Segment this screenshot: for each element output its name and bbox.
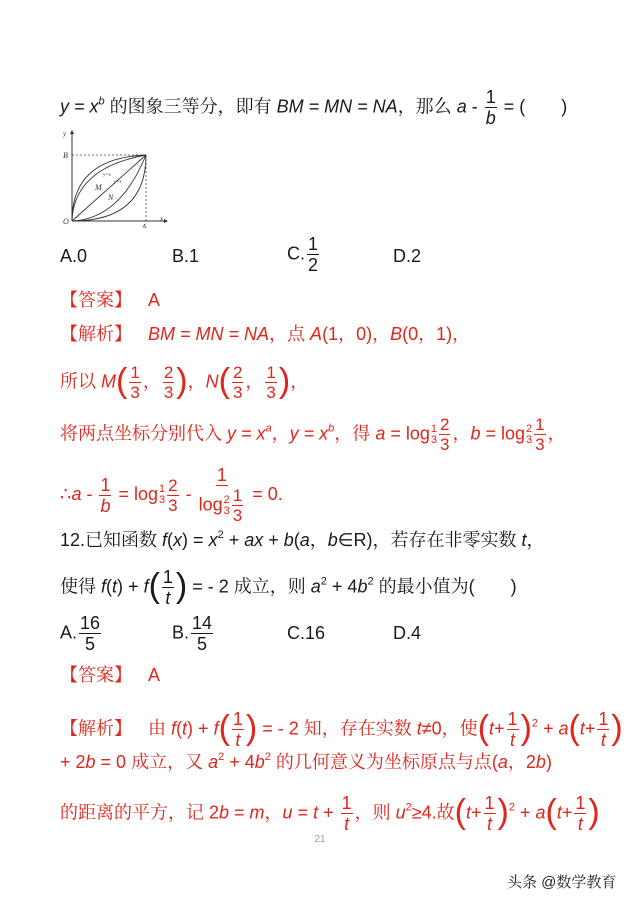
exp: 2 [508, 801, 515, 814]
label-B: B [63, 151, 68, 160]
text: ∈R)，若存在非零实数 [337, 530, 522, 550]
q12-option-c [287, 621, 325, 645]
numerator: 1 [484, 793, 495, 813]
answer-value: A [148, 665, 161, 685]
text: 的图象三等分，即有 [104, 96, 277, 117]
equal-segments: BM = MN = NA [276, 96, 398, 117]
text: + 2 [60, 752, 86, 772]
q12-answer [60, 663, 160, 687]
q12-analysis-line1: 【解析】 由 f(t) + f( $\frac{1}{t}$ ) = - 2 知，存在实数 t≠0，使(t+ $\frac{1}{t}$ )$^2$ + a(t+ $\frac{1}{t}$ ) [60, 708, 623, 750]
point-n: N [205, 371, 219, 392]
var: a [535, 802, 546, 823]
text: ， [526, 530, 545, 550]
text: ，得 [334, 423, 376, 444]
paren-open: ( [116, 361, 128, 400]
paren-close: ) [175, 566, 188, 605]
var: t [182, 718, 188, 739]
q11-stem-line [60, 88, 567, 127]
var: a [71, 483, 82, 504]
var: t [556, 802, 562, 823]
numerator: 1 [575, 793, 586, 813]
fraction [484, 794, 496, 833]
text: + [538, 718, 559, 739]
option-text: B. [172, 622, 190, 643]
label-y: y [63, 130, 67, 138]
fraction [232, 710, 244, 749]
denominator: t [235, 730, 241, 750]
fraction [232, 487, 243, 524]
var: u [395, 802, 406, 823]
eq-x: = x [69, 96, 99, 117]
var: a [497, 752, 508, 772]
paren-close: ) [588, 792, 600, 831]
text: + [318, 802, 339, 823]
text: ， [271, 423, 290, 444]
minus: - [180, 483, 197, 504]
label-x: x [160, 215, 164, 223]
base-num: 1 [159, 483, 166, 495]
base-den: 3 [526, 433, 533, 446]
option-text: C. [287, 243, 305, 264]
q11-analysis-line2: 所以 M( $\frac{1}{3}$ ， $\frac{2}{3}$ )，N( $\frac{2}{3}$ ， $\frac{1}{3}$ )， [60, 361, 309, 402]
answer-tag: 【答案】 [60, 665, 132, 685]
text: ， [264, 802, 283, 823]
base-den: 3 [223, 504, 230, 517]
var: t [489, 718, 495, 739]
paren-open: ( [568, 708, 580, 747]
var: a [208, 752, 219, 772]
x-arrow-icon [164, 219, 168, 223]
numerator: 1 [162, 567, 173, 587]
power-function-graph [60, 128, 170, 228]
text: ， [452, 423, 471, 444]
minus: - [81, 483, 98, 504]
numerator: 1 [341, 793, 352, 813]
numerator: 2 [168, 475, 178, 495]
fraction [341, 794, 353, 833]
var: u [282, 802, 293, 823]
point-m: M [101, 371, 117, 392]
text: ≥4.故 [411, 802, 455, 823]
var: t [466, 802, 472, 823]
denominator: 3 [440, 435, 450, 454]
denominator: t [165, 588, 171, 608]
line-y-eq-x [72, 155, 146, 221]
var: a [375, 423, 386, 444]
q12-analysis-line2 [60, 750, 552, 774]
exp: 2 [217, 529, 224, 541]
eq: y = x [227, 423, 266, 444]
log-base-frac [526, 424, 532, 446]
eq: y = x [289, 423, 329, 444]
q11-analysis-line1 [60, 322, 470, 346]
fraction [79, 614, 101, 653]
q12-stem-line1 [60, 528, 544, 552]
log: = log [385, 423, 430, 444]
text: 由 [148, 718, 172, 739]
denominator: b [100, 495, 111, 516]
denominator: 3 [168, 495, 178, 515]
denominator: t [487, 814, 493, 834]
option-text: B.1 [172, 246, 200, 266]
var: x [173, 530, 183, 550]
q11-option-d [393, 244, 421, 268]
denominator-log [199, 486, 246, 524]
denominator: b [485, 108, 496, 128]
numerator: 1 [100, 474, 111, 495]
point-b: B [390, 324, 403, 344]
log: = log [480, 423, 526, 444]
exp: 2 [531, 717, 539, 730]
text: = - 2 知，存在实数 [257, 718, 417, 739]
option-text: C.16 [287, 623, 326, 643]
numerator: 1 [232, 709, 243, 729]
base-num: 2 [223, 493, 230, 506]
paren-close: ) [611, 708, 623, 747]
base-den: 3 [430, 433, 437, 446]
var: b [327, 530, 338, 550]
text: ) + [187, 718, 214, 739]
text: + [515, 802, 536, 823]
var: m [249, 802, 265, 823]
label-N: N [108, 193, 114, 202]
fraction [265, 364, 276, 401]
var: f [213, 718, 219, 739]
exp: 2 [367, 575, 374, 588]
text: ( [106, 576, 113, 597]
log-base-frac [431, 424, 437, 446]
fraction [439, 416, 450, 453]
numerator: 16 [80, 613, 101, 633]
option-text: D.2 [393, 246, 422, 266]
paren-open: ( [454, 792, 466, 831]
var: t [313, 802, 319, 823]
text: ) [545, 752, 552, 772]
var: f [162, 530, 168, 550]
fraction [232, 364, 243, 401]
fraction [163, 364, 174, 401]
numerator: 1 [507, 709, 518, 729]
var: b [85, 752, 96, 772]
numerator: 2 [232, 363, 243, 382]
fraction [167, 477, 178, 514]
var: b [357, 576, 368, 597]
fraction [534, 416, 545, 453]
option-text: D.4 [393, 623, 422, 643]
page-number: 21 [314, 834, 326, 845]
numerator: 1 [535, 415, 545, 434]
text: = [292, 802, 314, 823]
q11-option-a [60, 244, 87, 268]
option-text: A.0 [60, 246, 88, 266]
var: t [521, 530, 527, 550]
analysis-tag: 【解析】 [60, 718, 132, 739]
text: ) + [117, 576, 144, 597]
fraction [99, 476, 111, 515]
var: t [579, 718, 585, 739]
var: x [208, 530, 218, 550]
text: 12.已知函数 [60, 530, 163, 550]
log-base-frac [159, 484, 165, 506]
exp: 2 [320, 575, 327, 588]
text: 的距离的平方，记 2 [60, 802, 220, 823]
q12-option-a [60, 614, 103, 653]
exp-b: b [98, 95, 105, 108]
var: f [171, 718, 177, 739]
var: b [535, 752, 546, 772]
denominator: 2 [308, 255, 319, 275]
result: = 0. [247, 483, 283, 504]
denominator: t [344, 814, 350, 834]
var: t [112, 576, 118, 597]
text: ) = [182, 530, 209, 550]
log-base-frac [224, 495, 230, 517]
numerator: 1 [266, 363, 276, 382]
option-text: A. [60, 622, 78, 643]
base-num: 2 [526, 422, 533, 435]
denominator: 3 [163, 383, 174, 402]
text: = 0 成立，又 [95, 752, 209, 772]
denominator: 5 [197, 634, 208, 654]
answer-blank: = ( ) [498, 96, 568, 117]
var: b [254, 752, 265, 772]
var: b [283, 530, 294, 550]
text: ( [293, 530, 300, 550]
base-den: 3 [159, 494, 166, 506]
paren-open: ( [218, 708, 230, 747]
q12-analysis-line3: 的距离的平方，记 2b = m，u = t + $\frac{1}{t}$ ，则 $u^2\ge 4$.故(t+ $\frac{1}{t}$ )$^2$ + a(t+ $\frac{1}{t}$ ) [60, 792, 600, 834]
numerator: 2 [163, 363, 174, 382]
numerator: 1 [485, 87, 496, 107]
text: ≠0，使 [421, 718, 478, 739]
denominator: 3 [130, 383, 140, 402]
q12-option-b [172, 614, 215, 653]
fraction [574, 794, 586, 833]
fraction [129, 364, 140, 401]
fraction [307, 235, 319, 274]
label-M: M [95, 183, 102, 192]
numerator: 2 [440, 415, 450, 434]
denominator: 5 [85, 634, 96, 654]
text: BM = MN = NA [148, 324, 270, 344]
var: f [101, 576, 107, 597]
fraction-1-over-b [485, 88, 497, 127]
exp: b [328, 422, 335, 435]
text: 将两点坐标分别代入 [60, 423, 228, 444]
label-curve1: y=x [103, 173, 111, 178]
text: 使得 [60, 576, 102, 597]
text: ，2 [507, 752, 536, 772]
text: (1，0)， [322, 324, 391, 344]
minus: - [466, 96, 483, 117]
label-curve2: y=x [114, 180, 122, 185]
var: ax [244, 530, 264, 550]
log: = log [113, 483, 159, 504]
exp: 2 [218, 751, 225, 763]
text: 的最小值为( ) [373, 576, 517, 597]
var: a [558, 718, 569, 739]
paren-open: ( [477, 708, 490, 747]
point-a: A [310, 324, 323, 344]
text: ， [309, 530, 328, 550]
paren-open: ( [545, 792, 557, 831]
text: ( [176, 718, 183, 739]
fraction [507, 710, 519, 749]
exp: 2 [264, 751, 271, 763]
q11-analysis-line3 [60, 416, 566, 453]
paren-close: ) [278, 361, 291, 400]
paren-close: ) [176, 361, 188, 400]
var: f [143, 576, 149, 597]
text: ，那么 [397, 96, 457, 117]
fraction-1-over-t [162, 568, 174, 607]
denominator: 3 [535, 435, 545, 454]
label-O: O [63, 217, 69, 226]
text: + [223, 530, 245, 550]
paren-open: ( [218, 361, 230, 400]
base-num: 1 [430, 422, 437, 435]
log: log [198, 494, 223, 515]
text: = - 2 成立，则 [187, 576, 311, 597]
numerator: 1 [130, 363, 140, 382]
exp: a [265, 422, 272, 435]
q11-analysis-line4 [60, 466, 283, 524]
var-a: a [456, 96, 467, 117]
var: a [299, 530, 310, 550]
denominator: t [577, 814, 583, 834]
answer-value: A [148, 290, 161, 310]
fraction [597, 710, 609, 749]
var: t [416, 718, 422, 739]
q12-option-d [393, 621, 421, 645]
answer-tag: 【答案】 [60, 290, 132, 310]
denominator: 3 [232, 506, 243, 525]
paren-close: ) [245, 708, 258, 747]
text: ，点 [269, 324, 311, 344]
denominator: t [510, 730, 516, 750]
text: + 4 [326, 576, 358, 597]
label-A: A [142, 223, 147, 228]
paren-close: ) [497, 792, 509, 831]
watermark: 头条 @数学教育 [507, 874, 617, 891]
text: ， [547, 423, 566, 444]
numerator: 1 [598, 709, 609, 729]
fraction [191, 614, 213, 653]
q11-option-b [172, 244, 199, 268]
therefore: ∴ [60, 483, 72, 504]
numerator: 1 [216, 465, 227, 485]
text: = [229, 802, 250, 823]
q11-option-c [287, 235, 321, 274]
paren-open: ( [148, 566, 160, 605]
numerator: 1 [308, 234, 319, 254]
text: + [263, 530, 284, 550]
fraction-log [199, 466, 246, 524]
text: 所以 [60, 371, 102, 392]
denominator: t [600, 730, 606, 750]
var-y: y [60, 96, 69, 117]
y-arrow-icon [70, 130, 74, 134]
var: a [310, 576, 321, 597]
text: ，则 [354, 802, 396, 823]
numerator: 1 [232, 486, 243, 505]
q12-stem-line2 [60, 568, 517, 607]
denominator: 3 [266, 383, 276, 402]
text: (0，1)， [402, 324, 471, 344]
var: b [470, 423, 481, 444]
paren-close: ) [520, 708, 532, 747]
text: + 4 [224, 752, 255, 772]
var: b [219, 802, 230, 823]
denominator: 3 [232, 383, 243, 402]
text: ( [167, 530, 174, 550]
analysis-tag: 【解析】 [60, 324, 132, 344]
text: 的几何意义为坐标原点与点( [270, 752, 498, 772]
exp: 2 [405, 801, 412, 814]
q11-answer [60, 288, 160, 312]
numerator: 14 [192, 613, 213, 633]
